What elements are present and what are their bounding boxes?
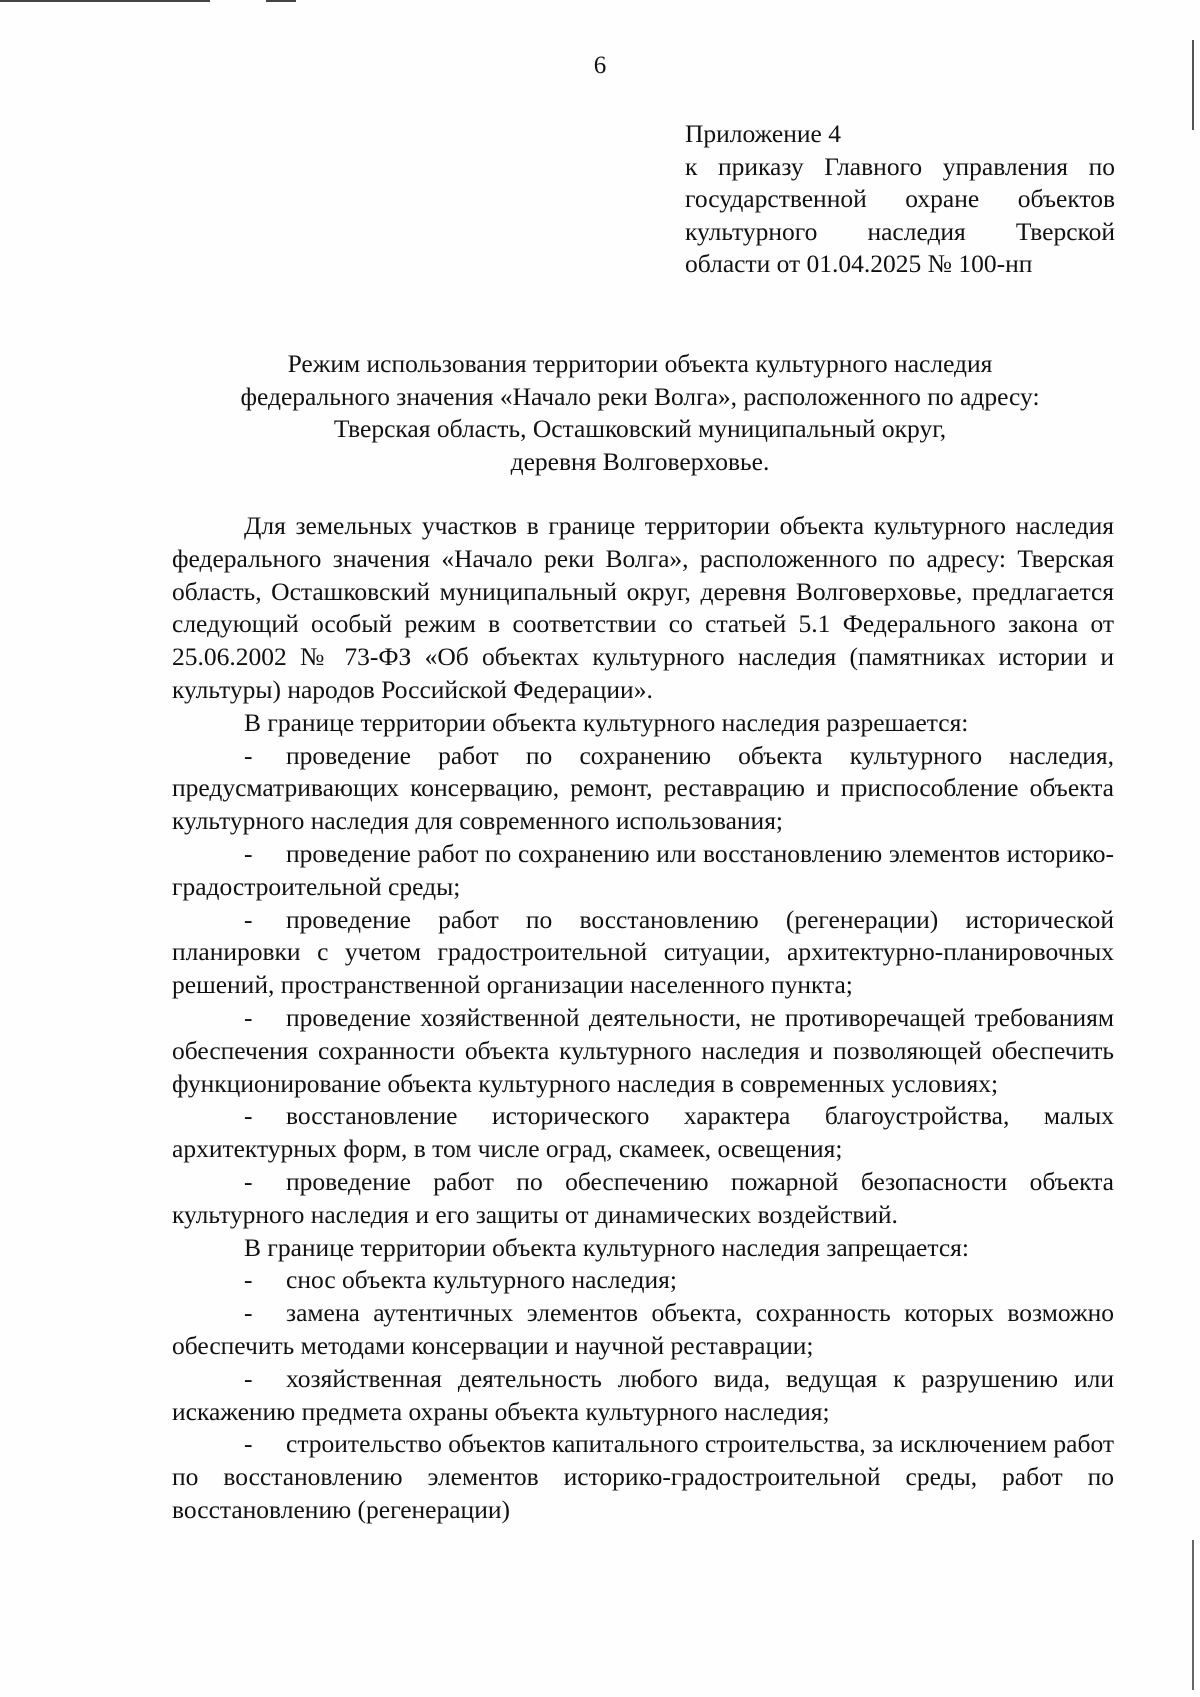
annex-line: государственной охране объектов [685, 184, 1115, 213]
title-line: федерального значения «Начало реки Волга», расположенного по адресу: [240, 381, 1040, 411]
forbidden-item-text: хозяйственная деятельность любого вида, ведущая к разрушению или искажению предмета охраны объекта культурного наследия; [172, 1363, 1114, 1426]
forbidden-item-text: снос объекта культурного наследия; [286, 1265, 677, 1295]
annex-header [685, 118, 1115, 281]
allowed-item-text: проведение работ по обеспечению пожарной безопасности объекта культурного наследия и его защиты от динамических воздействий. [172, 1166, 1114, 1229]
title-line: Режим использования территории объекта культурного наследия [287, 349, 993, 378]
list-dash: - [244, 904, 253, 934]
forbidden-item [172, 1297, 1114, 1363]
annex-line: к приказу Главного управления по [685, 151, 1115, 181]
forbidden-item-text: замена аутентичных элементов объекта, сохранность которых возможно обеспечить методами консервации и научной реставрации; [172, 1298, 1114, 1360]
allowed-item-text: проведение работ по сохранению или восстановлению элементов историко-градостроительной среды; [172, 838, 1114, 901]
scan-edge-mark [0, 0, 210, 2]
scan-edge-mark [1192, 1540, 1194, 1690]
allowed-item [172, 1002, 1114, 1100]
list-dash: - [244, 1298, 253, 1328]
allowed-item-text: проведение работ по восстановлению (регенерации) исторической планировки с учетом градостроительной ситуации, архитектурно-планировочных решений, пространственной организации населенного пункта; [172, 904, 1114, 1000]
allowed-item-text: проведение хозяйственной деятельности, не противоречащей требованиям обеспечения сохранности объекта культурного наследия и позволяющей обеспечить функционирование объекта культурного наследия в современных условиях; [172, 1002, 1114, 1098]
list-dash: - [244, 1363, 253, 1393]
list-dash: - [244, 1101, 253, 1131]
list-dash: - [244, 1429, 253, 1459]
list-dash: - [244, 740, 253, 770]
annex-line: культурного наследия Тверской [685, 216, 1115, 246]
document-title [150, 348, 1130, 478]
annex-line: области от 01.04.2025 № 100-нп [685, 249, 1033, 278]
title-line: Тверская область, Осташковский муниципальный округ, [333, 414, 947, 443]
allowed-heading: В границе территории объекта культурного наследия разрешается: [244, 707, 969, 737]
allowed-item-text: проведение работ по сохранению объекта культурного наследия, предусматривающих консервацию, ремонт, реставрацию и приспособление объекта культурного наследия для современного использования; [172, 740, 1114, 836]
list-dash: - [244, 1002, 253, 1032]
forbidden-item [172, 1363, 1114, 1429]
allowed-item [172, 740, 1114, 838]
list-dash: - [244, 1166, 253, 1196]
forbidden-item [172, 1264, 1114, 1297]
forbidden-item-text: строительство объектов капитального строительства, за исключением работ по восстановлению элементов историко-градостроительной среды, работ по восстановлению (регенерации) [172, 1429, 1114, 1524]
scan-edge-mark [266, 0, 296, 2]
forbidden-heading: В границе территории объекта культурного наследия запрещается: [244, 1232, 969, 1262]
allowed-item [172, 838, 1114, 904]
allowed-item [172, 1100, 1114, 1166]
page-number: 6 [593, 52, 607, 79]
document-body [172, 510, 1114, 1527]
allowed-item-text: восстановление исторического характера благоустройства, малых архитектурных форм, в том числе оград, скамеек, освещения; [172, 1101, 1114, 1164]
intro-paragraph: Для земельных участков в границе территории объекта культурного наследия федерального значения «Начало реки Волга», расположенного по адресу: Тверская область, Осташковский муниципальный округ, деревня Волговерховье, предлагается следующий особый режим в соответствии со статьей 5.1 Федерального закона от 25.06.2002 № 73-ФЗ «Об объектах культурного наследия (памятниках истории и культуры) народов Российской Федерации». [172, 511, 1114, 704]
allowed-item [172, 904, 1114, 1002]
list-dash: - [244, 838, 253, 868]
forbidden-item [172, 1428, 1114, 1526]
allowed-item [172, 1166, 1114, 1232]
list-dash: - [244, 1265, 253, 1295]
title-line: деревня Волговерховье. [510, 446, 770, 476]
annex-line: Приложение 4 [685, 119, 841, 148]
